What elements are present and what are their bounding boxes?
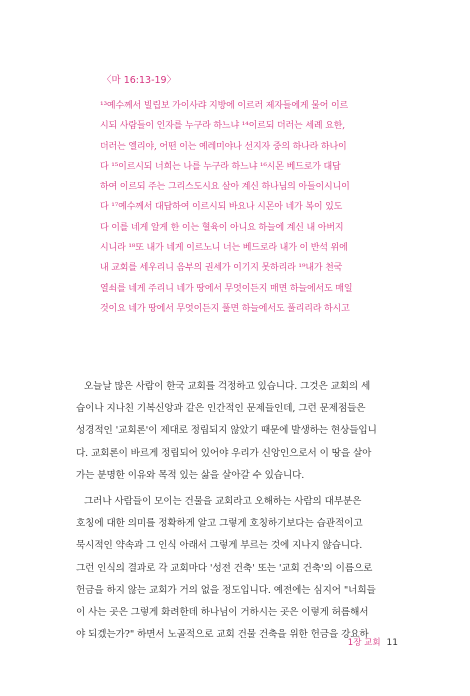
body-line: 야 되겠는가?" 하면서 노골적으로 교회 건물 건축을 위한 헌금을 강요하: [76, 629, 369, 641]
scripture-line: 다 ¹⁵이르시되 너희는 나를 누구라 하느냐 ¹⁶시몬 베드로가 대답: [100, 161, 341, 172]
body-line: 다. 교회론이 바르게 정립되어 있어야 우리가 신앙인으로서 이 땅을 살아: [76, 447, 372, 459]
body-line: 그런 인식의 결과로 각 교회마다 '성전 건축' 또는 '교회 건축'의 이름으로: [76, 562, 373, 574]
body-line: 가는 분명한 이유와 목적 있는 삶을 살아갈 수 있습니다.: [76, 469, 305, 481]
page-footer: [348, 636, 398, 648]
scripture-line: 하여 이르되 주는 그리스도시요 살아 계신 하나님의 아들이시니이: [100, 182, 350, 193]
scripture-line: 다 이를 네게 알게 한 이는 혈육이 아니요 하늘에 계신 내 아버지: [100, 222, 344, 233]
scripture-line: 더러는 엘리야, 어떤 이는 예레미야나 선지자 중의 하나라 하나이: [100, 141, 347, 152]
scripture-line: ¹³예수께서 빌립보 가이사랴 지방에 이르러 제자들에게 물어 이르: [100, 101, 349, 111]
body-text: [76, 376, 398, 646]
scripture-line: 시니라 ¹⁸또 내가 네게 이르노니 너는 베드로라 내가 이 반석 위에: [100, 243, 348, 254]
scripture-reference: 〈마 16:13-19〉: [102, 75, 177, 86]
body-line: 오늘날 많은 사람이 한국 교회를 걱정하고 있습니다. 그것은 교회의 세: [84, 381, 371, 392]
body-line: 묵시적인 약속과 그 인식 아래서 그렇게 부르는 것에 지나지 않습니다.: [76, 540, 363, 552]
paragraph-2: [76, 491, 398, 646]
scripture-line: 내 교회를 세우리니 음부의 권세가 이기지 못하리라 ¹⁹내가 천국: [100, 263, 343, 274]
body-line: 성경적인 '교회론'이 제대로 정립되지 않았기 때문에 발생하는 현상들입니: [76, 425, 377, 437]
scripture-line: 시되 사람들이 인자를 누구라 하느냐 ¹⁴이르되 더러는 세례 요한,: [100, 121, 345, 132]
body-line: 습이나 지나친 기복신앙과 같은 인간적인 문제들인데, 그런 문제점들은: [76, 403, 366, 415]
body-line: 이 사는 곳은 그렇게 화려한데 하나님이 거하시는 곳은 이렇게 허름해서: [76, 606, 369, 618]
scripture-line: 다 ¹⁷예수께서 대답하여 이르시되 바요나 시몬아 네가 복이 있도: [100, 202, 343, 213]
body-line: 헌금을 하지 않는 교회가 거의 없을 정도입니다. 예전에는 심지어 "너희들: [76, 584, 376, 596]
chapter-label: 1장 교회: [347, 638, 381, 648]
body-line: 호칭에 대한 의미를 정확하게 알고 그렇게 호칭하기보다는 습관적이고: [76, 518, 363, 530]
scripture-line: 열쇠를 네게 주리니 네가 땅에서 무엇이든지 매면 하늘에서도 매일: [100, 283, 353, 294]
body-line: 그러나 사람들이 모이는 건물을 교회라고 오해하는 사람의 대부분은: [84, 495, 362, 507]
scripture-quote: [100, 96, 396, 319]
paragraph-1: [76, 376, 398, 487]
scripture-line: 것이요 네가 땅에서 무엇이든지 풀면 하늘에서도 풀리리라 하시고: [100, 303, 350, 314]
page-number: 11: [386, 638, 398, 648]
